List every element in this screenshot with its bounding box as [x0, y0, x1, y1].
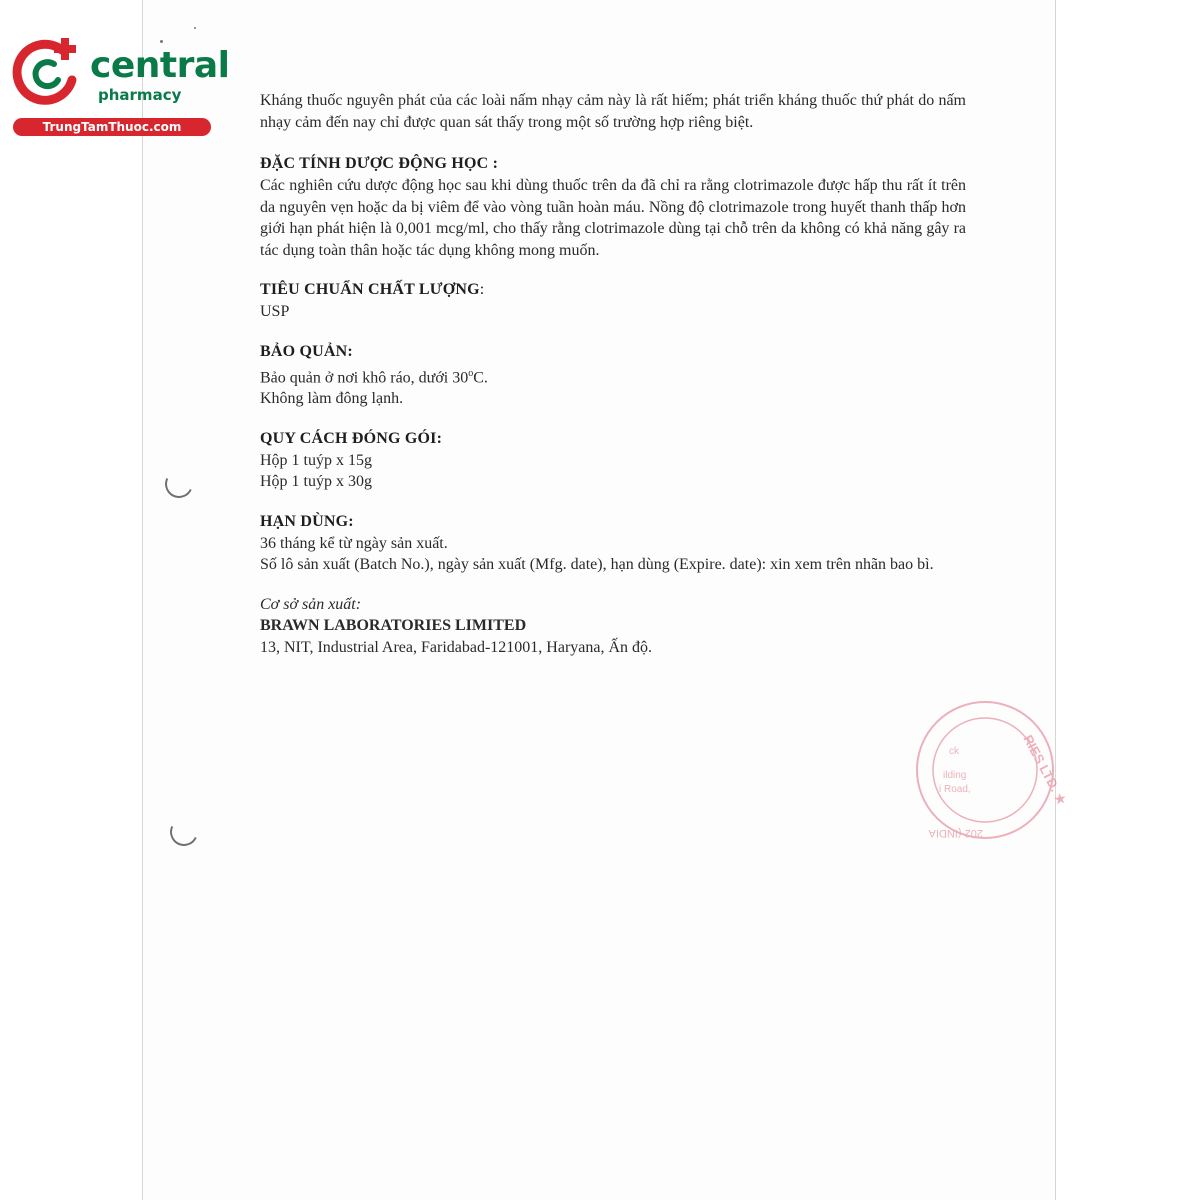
- shelf-life-heading: HẠN DÙNG:: [260, 512, 354, 530]
- batch-info-line: Số lô sản xuất (Batch No.), ngày sản xuất (Mfg. date), hạn dùng (Expire. date): xin xem trên nhãn bao bì.: [260, 556, 934, 574]
- shelf-life-section: [260, 511, 966, 576]
- packaging-item: Hộp 1 tuýp x 15g: [260, 451, 372, 469]
- manufacturer-label: Cơ sở sản xuất:: [260, 595, 362, 613]
- quality-value: USP: [260, 303, 290, 320]
- pharmacokinetics-section: [260, 153, 966, 261]
- storage-heading: BẢO QUẢN:: [260, 342, 353, 360]
- storage-line-text: Bảo quản ở nơi khô ráo, dưới 30: [260, 368, 469, 386]
- document-body: [260, 90, 966, 658]
- shelf-life-duration: 36 tháng kể từ ngày sản xuất.: [260, 534, 448, 552]
- intro-paragraph: Kháng thuốc nguyên phát của các loài nấm nhạy cảm này là rất hiếm; phát triển kháng thuốc thứ phát do nấm nhạy cảm đến nay chỉ được quan sát thấy trong một số trường hợp riêng biệt.: [260, 92, 966, 131]
- pharmacokinetics-body: Các nghiên cứu dược động học sau khi dùng thuốc trên da đã chỉ ra rằng clotrimazole được hấp thu rất ít trên da nguyên vẹn hoặc da bị viêm để vào vòng tuần hoàn máu. Nồng độ clotrimazole trong huyết thanh thấp hơn giới hạn phát hiện là 0,001 mcg/ml, cho thấy rằng clotrimazole dùng tại chỗ trên da không có khả năng gây ra tác dụng toàn thân hoặc tác dụng không mong muốn.: [260, 177, 966, 259]
- packaging-section: [260, 428, 966, 493]
- storage-line-unit: C.: [473, 368, 488, 386]
- storage-section: [260, 341, 966, 410]
- degree-superscript: o: [468, 367, 474, 379]
- stamp-ring-text: RIES LTD. ★: [1020, 732, 1070, 808]
- scan-speck: [194, 27, 196, 29]
- company-stamp: [905, 688, 1070, 853]
- stamp-seal-graphic: [905, 688, 1070, 853]
- packaging-heading: QUY CÁCH ĐÓNG GÓI:: [260, 429, 443, 447]
- quality-heading: [260, 279, 966, 301]
- pharmacokinetics-heading: ĐẶC TÍNH DƯỢC ĐỘNG HỌC :: [260, 155, 499, 172]
- logo-brand-text: central: [90, 45, 230, 86]
- quality-section: [260, 279, 966, 323]
- stamp-bottom-text: 202 (INDIA: [928, 827, 983, 839]
- storage-freeze-line: Không làm đông lạnh.: [260, 390, 404, 408]
- stamp-line: ck: [949, 746, 959, 757]
- logo-sub-text: pharmacy: [98, 86, 182, 104]
- pharmacy-cross-logo-icon: [10, 36, 82, 108]
- logo-website-banner: TrungTamThuoc.com: [13, 118, 211, 136]
- manufacturer-name: BRAWN LABORATORIES LIMITED: [260, 617, 527, 635]
- stamp-line: i Road,: [939, 784, 971, 795]
- manufacturer-section: [260, 594, 966, 659]
- central-pharmacy-logo: [10, 36, 230, 136]
- manufacturer-address: 13, NIT, Industrial Area, Faridabad-121001, Haryana, Ấn độ.: [260, 638, 653, 656]
- quality-heading-text: TIÊU CHUẨN CHẤT LƯỢNG: [260, 281, 480, 298]
- stamp-line: ilding: [943, 770, 967, 781]
- quality-heading-colon: :: [479, 281, 485, 298]
- storage-temperature-line: [260, 363, 966, 389]
- packaging-item: Hộp 1 tuýp x 30g: [260, 473, 372, 491]
